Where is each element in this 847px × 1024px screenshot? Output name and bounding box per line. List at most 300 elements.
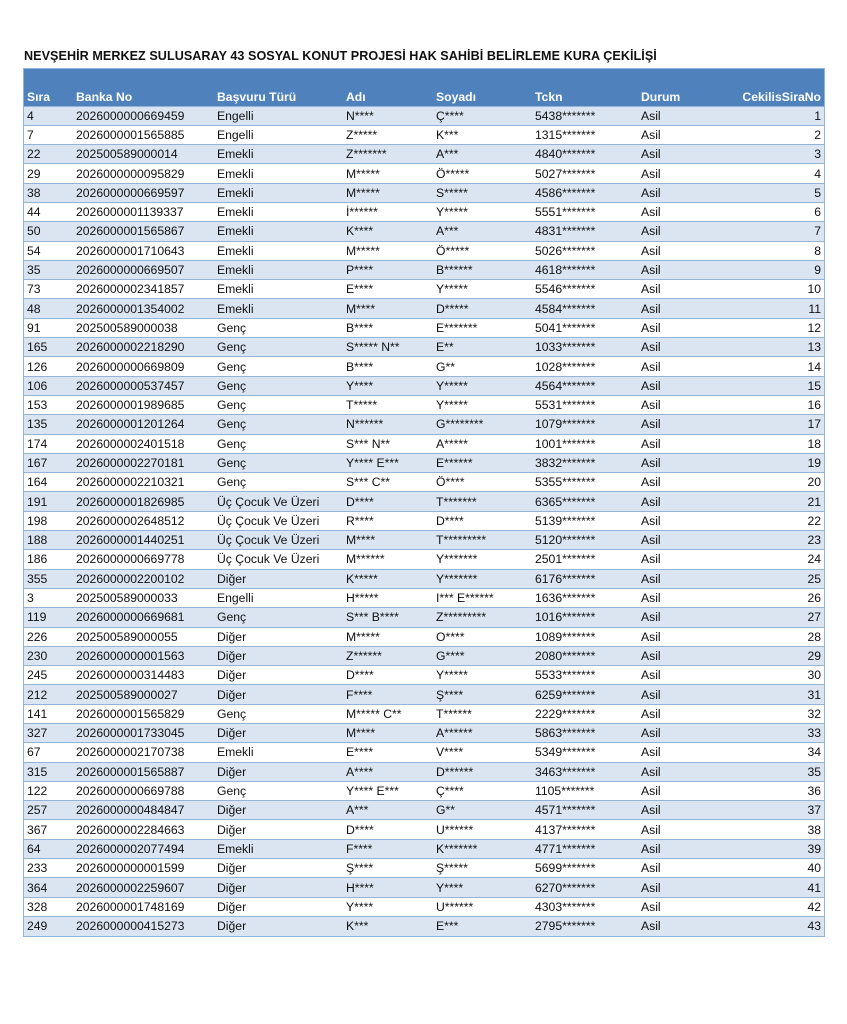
cell-banka-no: 2026000002077494 (73, 839, 214, 858)
cell-soyadi: K*** (433, 125, 532, 144)
table-row (24, 145, 824, 164)
cell-tckn: 1089******* (532, 627, 638, 646)
cell-sira: 106 (24, 376, 73, 395)
cell-basvuru-turu: Genç (214, 608, 343, 627)
cell-tckn: 5139******* (532, 511, 638, 530)
cell-sira: 364 (24, 878, 73, 897)
cell-sira: 7 (24, 125, 73, 144)
cell-durum: Asil (638, 839, 710, 858)
cell-soyadi: Y***** (433, 666, 532, 685)
cell-tckn: 1001******* (532, 434, 638, 453)
cell-durum: Asil (638, 376, 710, 395)
table-row (24, 125, 824, 144)
cell-banka-no: 2026000002341857 (73, 280, 214, 299)
cell-basvuru-turu: Diğer (214, 762, 343, 781)
cell-soyadi: Z********* (433, 608, 532, 627)
cell-soyadi: D***** (433, 299, 532, 318)
cell-soyadi: K******* (433, 839, 532, 858)
cell-banka-no: 2026000000669809 (73, 357, 214, 376)
cell-durum: Asil (638, 473, 710, 492)
cell-sira: 48 (24, 299, 73, 318)
cell-durum: Asil (638, 511, 710, 530)
table-row (24, 280, 824, 299)
cell-durum: Asil (638, 685, 710, 704)
cell-cekilis-sira-no: 42 (710, 897, 824, 916)
cell-basvuru-turu: Diğer (214, 666, 343, 685)
cell-durum: Asil (638, 704, 710, 723)
cell-tckn: 5355******* (532, 473, 638, 492)
cell-sira: 3 (24, 588, 73, 607)
cell-adi: Ş**** (343, 859, 433, 878)
cell-adi: M**** (343, 299, 433, 318)
cell-durum: Asil (638, 492, 710, 511)
cell-basvuru-turu: Emekli (214, 299, 343, 318)
cell-basvuru-turu: Emekli (214, 839, 343, 858)
table-row (24, 434, 824, 453)
cell-basvuru-turu: Emekli (214, 164, 343, 183)
cell-tckn: 4831******* (532, 222, 638, 241)
cell-adi: Y**** (343, 376, 433, 395)
cell-sira: 367 (24, 820, 73, 839)
cell-banka-no: 202500589000033 (73, 588, 214, 607)
cell-banka-no: 2026000002401518 (73, 434, 214, 453)
cell-durum: Asil (638, 318, 710, 337)
cell-basvuru-turu: Emekli (214, 145, 343, 164)
cell-soyadi: E****** (433, 453, 532, 472)
table-row (24, 511, 824, 530)
cell-basvuru-turu: Genç (214, 357, 343, 376)
cell-basvuru-turu: Diğer (214, 801, 343, 820)
cell-banka-no: 2026000000669778 (73, 550, 214, 569)
cell-tckn: 1079******* (532, 415, 638, 434)
cell-durum: Asil (638, 897, 710, 916)
cell-tckn: 3463******* (532, 762, 638, 781)
cell-durum: Asil (638, 646, 710, 665)
cell-basvuru-turu: Genç (214, 453, 343, 472)
cell-adi: K***** (343, 569, 433, 588)
cell-soyadi: S***** (433, 183, 532, 202)
cell-durum: Asil (638, 743, 710, 762)
cell-sira: 355 (24, 569, 73, 588)
cell-soyadi: U****** (433, 897, 532, 916)
cell-durum: Asil (638, 666, 710, 685)
cell-sira: 35 (24, 260, 73, 279)
cell-soyadi: Y******* (433, 569, 532, 588)
cell-soyadi: Ö***** (433, 241, 532, 260)
cell-durum: Asil (638, 608, 710, 627)
cell-durum: Asil (638, 453, 710, 472)
cell-sira: 67 (24, 743, 73, 762)
header-soyadi: Soyadı (436, 89, 476, 104)
cell-basvuru-turu: Emekli (214, 260, 343, 279)
cell-durum: Asil (638, 357, 710, 376)
table-header (24, 69, 824, 106)
cell-tckn: 5438******* (532, 106, 638, 125)
cell-cekilis-sira-no: 13 (710, 338, 824, 357)
cell-durum: Asil (638, 280, 710, 299)
cell-basvuru-turu: Emekli (214, 222, 343, 241)
cell-sira: 249 (24, 916, 73, 935)
cell-sira: 174 (24, 434, 73, 453)
cell-banka-no: 202500589000014 (73, 145, 214, 164)
cell-basvuru-turu: Diğer (214, 897, 343, 916)
cell-durum: Asil (638, 164, 710, 183)
results-table (24, 69, 824, 936)
cell-sira: 186 (24, 550, 73, 569)
cell-adi: A*** (343, 801, 433, 820)
cell-basvuru-turu: Engelli (214, 106, 343, 125)
table-row (24, 376, 824, 395)
cell-soyadi: I*** E****** (433, 588, 532, 607)
cell-durum: Asil (638, 434, 710, 453)
cell-soyadi: G******** (433, 415, 532, 434)
cell-banka-no: 2026000002270181 (73, 453, 214, 472)
cell-basvuru-turu: Emekli (214, 743, 343, 762)
cell-durum: Asil (638, 820, 710, 839)
cell-cekilis-sira-no: 4 (710, 164, 824, 183)
cell-adi: S*** N** (343, 434, 433, 453)
cell-tckn: 5026******* (532, 241, 638, 260)
cell-soyadi: Ç**** (433, 106, 532, 125)
cell-cekilis-sira-no: 16 (710, 395, 824, 414)
header-adi: Adı (346, 89, 366, 104)
cell-tckn: 4303******* (532, 897, 638, 916)
cell-sira: 233 (24, 859, 73, 878)
cell-sira: 153 (24, 395, 73, 414)
cell-tckn: 4137******* (532, 820, 638, 839)
cell-adi: M***** C** (343, 704, 433, 723)
cell-durum: Asil (638, 106, 710, 125)
cell-sira: 44 (24, 202, 73, 221)
cell-sira: 188 (24, 531, 73, 550)
cell-sira: 22 (24, 145, 73, 164)
cell-durum: Asil (638, 550, 710, 569)
cell-tckn: 1033******* (532, 338, 638, 357)
cell-banka-no: 2026000002210321 (73, 473, 214, 492)
cell-adi: Y**** E*** (343, 453, 433, 472)
cell-banka-no: 2026000002284663 (73, 820, 214, 839)
cell-tckn: 5546******* (532, 280, 638, 299)
cell-basvuru-turu: Diğer (214, 569, 343, 588)
table-row (24, 531, 824, 550)
cell-basvuru-turu: Emekli (214, 241, 343, 260)
cell-cekilis-sira-no: 32 (710, 704, 824, 723)
cell-durum: Asil (638, 395, 710, 414)
cell-adi: Z****** (343, 646, 433, 665)
cell-cekilis-sira-no: 31 (710, 685, 824, 704)
cell-durum: Asil (638, 415, 710, 434)
cell-adi: N****** (343, 415, 433, 434)
cell-basvuru-turu: Engelli (214, 125, 343, 144)
cell-adi: A**** (343, 762, 433, 781)
cell-cekilis-sira-no: 43 (710, 916, 824, 935)
cell-adi: Y**** E*** (343, 781, 433, 800)
cell-adi: M***** (343, 627, 433, 646)
cell-tckn: 3832******* (532, 453, 638, 472)
cell-tckn: 6270******* (532, 878, 638, 897)
cell-banka-no: 2026000001565887 (73, 762, 214, 781)
table-row (24, 395, 824, 414)
cell-banka-no: 2026000000415273 (73, 916, 214, 935)
cell-banka-no: 2026000000001599 (73, 859, 214, 878)
cell-soyadi: Ö**** (433, 473, 532, 492)
cell-basvuru-turu: Diğer (214, 916, 343, 935)
header-row (24, 69, 824, 106)
cell-sira: 141 (24, 704, 73, 723)
table-row (24, 550, 824, 569)
cell-sira: 315 (24, 762, 73, 781)
cell-adi: B**** (343, 357, 433, 376)
cell-durum: Asil (638, 724, 710, 743)
cell-durum: Asil (638, 125, 710, 144)
cell-cekilis-sira-no: 12 (710, 318, 824, 337)
cell-adi: M**** (343, 724, 433, 743)
cell-durum: Asil (638, 241, 710, 260)
cell-banka-no: 2026000002218290 (73, 338, 214, 357)
cell-soyadi: V**** (433, 743, 532, 762)
cell-banka-no: 2026000002648512 (73, 511, 214, 530)
cell-soyadi: A*** (433, 222, 532, 241)
cell-cekilis-sira-no: 28 (710, 627, 824, 646)
cell-cekilis-sira-no: 34 (710, 743, 824, 762)
cell-sira: 212 (24, 685, 73, 704)
cell-adi: F**** (343, 839, 433, 858)
table-row (24, 704, 824, 723)
cell-sira: 29 (24, 164, 73, 183)
cell-tckn: 6259******* (532, 685, 638, 704)
cell-adi: Z******* (343, 145, 433, 164)
cell-soyadi: D****** (433, 762, 532, 781)
cell-banka-no: 202500589000055 (73, 627, 214, 646)
cell-cekilis-sira-no: 9 (710, 260, 824, 279)
cell-cekilis-sira-no: 36 (710, 781, 824, 800)
cell-tckn: 1315******* (532, 125, 638, 144)
table-row (24, 724, 824, 743)
table-row (24, 762, 824, 781)
cell-soyadi: O**** (433, 627, 532, 646)
cell-cekilis-sira-no: 26 (710, 588, 824, 607)
cell-tckn: 1636******* (532, 588, 638, 607)
cell-basvuru-turu: Genç (214, 781, 343, 800)
cell-cekilis-sira-no: 23 (710, 531, 824, 550)
cell-basvuru-turu: Diğer (214, 646, 343, 665)
cell-tckn: 5349******* (532, 743, 638, 762)
cell-sira: 198 (24, 511, 73, 530)
cell-tckn: 1028******* (532, 357, 638, 376)
cell-tckn: 4586******* (532, 183, 638, 202)
cell-adi: R**** (343, 511, 433, 530)
cell-sira: 54 (24, 241, 73, 260)
cell-cekilis-sira-no: 37 (710, 801, 824, 820)
cell-soyadi: A*** (433, 145, 532, 164)
cell-sira: 91 (24, 318, 73, 337)
cell-adi: H***** (343, 588, 433, 607)
cell-adi: K**** (343, 222, 433, 241)
cell-banka-no: 2026000001565867 (73, 222, 214, 241)
cell-banka-no: 2026000000669507 (73, 260, 214, 279)
cell-banka-no: 2026000001440251 (73, 531, 214, 550)
cell-adi: D**** (343, 492, 433, 511)
cell-soyadi: D**** (433, 511, 532, 530)
cell-basvuru-turu: Diğer (214, 724, 343, 743)
cell-tckn: 4618******* (532, 260, 638, 279)
cell-cekilis-sira-no: 27 (710, 608, 824, 627)
cell-tckn: 2795******* (532, 916, 638, 935)
cell-cekilis-sira-no: 29 (710, 646, 824, 665)
cell-tckn: 6365******* (532, 492, 638, 511)
table-row (24, 492, 824, 511)
table-body (24, 106, 824, 936)
cell-adi: T***** (343, 395, 433, 414)
cell-soyadi: E*** (433, 916, 532, 935)
lottery-results-table (23, 68, 825, 937)
table-row (24, 338, 824, 357)
cell-cekilis-sira-no: 35 (710, 762, 824, 781)
cell-sira: 122 (24, 781, 73, 800)
cell-durum: Asil (638, 627, 710, 646)
cell-banka-no: 2026000000669788 (73, 781, 214, 800)
cell-cekilis-sira-no: 18 (710, 434, 824, 453)
cell-sira: 119 (24, 608, 73, 627)
cell-soyadi: E******* (433, 318, 532, 337)
cell-adi: D**** (343, 666, 433, 685)
cell-cekilis-sira-no: 24 (710, 550, 824, 569)
cell-sira: 327 (24, 724, 73, 743)
cell-tckn: 4571******* (532, 801, 638, 820)
cell-cekilis-sira-no: 3 (710, 145, 824, 164)
cell-cekilis-sira-no: 15 (710, 376, 824, 395)
cell-adi: K*** (343, 916, 433, 935)
cell-tckn: 4564******* (532, 376, 638, 395)
cell-basvuru-turu: Emekli (214, 202, 343, 221)
cell-soyadi: Y***** (433, 376, 532, 395)
cell-banka-no: 2026000001748169 (73, 897, 214, 916)
cell-soyadi: T****** (433, 704, 532, 723)
cell-banka-no: 2026000001710643 (73, 241, 214, 260)
cell-soyadi: E** (433, 338, 532, 357)
table-row (24, 666, 824, 685)
cell-banka-no: 2026000000669681 (73, 608, 214, 627)
cell-sira: 64 (24, 839, 73, 858)
table-row (24, 588, 824, 607)
cell-soyadi: Ş***** (433, 859, 532, 878)
table-row (24, 743, 824, 762)
cell-soyadi: B****** (433, 260, 532, 279)
cell-soyadi: Y**** (433, 878, 532, 897)
cell-tckn: 5531******* (532, 395, 638, 414)
cell-soyadi: Y***** (433, 395, 532, 414)
cell-cekilis-sira-no: 6 (710, 202, 824, 221)
cell-cekilis-sira-no: 33 (710, 724, 824, 743)
table-row (24, 473, 824, 492)
table-row (24, 627, 824, 646)
cell-durum: Asil (638, 916, 710, 935)
table-row (24, 106, 824, 125)
cell-cekilis-sira-no: 22 (710, 511, 824, 530)
table-row (24, 839, 824, 858)
cell-cekilis-sira-no: 41 (710, 878, 824, 897)
header-sira: Sıra (27, 89, 51, 104)
header-basvuru-turu: Başvuru Türü (217, 89, 297, 104)
cell-basvuru-turu: Emekli (214, 183, 343, 202)
cell-soyadi: T********* (433, 531, 532, 550)
cell-adi: M***** (343, 164, 433, 183)
cell-durum: Asil (638, 588, 710, 607)
cell-banka-no: 2026000001201264 (73, 415, 214, 434)
header-tckn: Tckn (535, 89, 563, 104)
cell-cekilis-sira-no: 10 (710, 280, 824, 299)
header-cekilis-sira-no: CekilisSiraNo (742, 89, 821, 104)
cell-basvuru-turu: Genç (214, 318, 343, 337)
cell-basvuru-turu: Diğer (214, 859, 343, 878)
cell-tckn: 5041******* (532, 318, 638, 337)
cell-adi: F**** (343, 685, 433, 704)
cell-soyadi: T******* (433, 492, 532, 511)
cell-basvuru-turu: Diğer (214, 627, 343, 646)
cell-basvuru-turu: Engelli (214, 588, 343, 607)
cell-banka-no: 2026000001565829 (73, 704, 214, 723)
cell-banka-no: 2026000001733045 (73, 724, 214, 743)
cell-soyadi: Ş**** (433, 685, 532, 704)
cell-cekilis-sira-no: 17 (710, 415, 824, 434)
table-row (24, 878, 824, 897)
cell-banka-no: 2026000001565885 (73, 125, 214, 144)
cell-cekilis-sira-no: 2 (710, 125, 824, 144)
cell-soyadi: Y***** (433, 202, 532, 221)
cell-soyadi: A***** (433, 434, 532, 453)
table-row (24, 859, 824, 878)
cell-adi: M***** (343, 183, 433, 202)
cell-cekilis-sira-no: 5 (710, 183, 824, 202)
cell-sira: 245 (24, 666, 73, 685)
cell-adi: N**** (343, 106, 433, 125)
table-row (24, 569, 824, 588)
cell-tckn: 1105******* (532, 781, 638, 800)
cell-basvuru-turu: Üç Çocuk Ve Üzeri (214, 550, 343, 569)
header-banka-no: Banka No (76, 89, 133, 104)
cell-durum: Asil (638, 183, 710, 202)
cell-tckn: 6176******* (532, 569, 638, 588)
cell-adi: B**** (343, 318, 433, 337)
cell-sira: 126 (24, 357, 73, 376)
cell-adi: M****** (343, 550, 433, 569)
cell-banka-no: 2026000000669459 (73, 106, 214, 125)
cell-banka-no: 2026000000001563 (73, 646, 214, 665)
cell-adi: D**** (343, 820, 433, 839)
cell-adi: M**** (343, 531, 433, 550)
cell-cekilis-sira-no: 39 (710, 839, 824, 858)
cell-sira: 230 (24, 646, 73, 665)
cell-adi: E**** (343, 743, 433, 762)
table-row (24, 241, 824, 260)
cell-durum: Asil (638, 878, 710, 897)
cell-basvuru-turu: Genç (214, 395, 343, 414)
table-row (24, 415, 824, 434)
cell-durum: Asil (638, 781, 710, 800)
cell-adi: M***** (343, 241, 433, 260)
cell-soyadi: G** (433, 357, 532, 376)
cell-durum: Asil (638, 145, 710, 164)
table-row (24, 299, 824, 318)
cell-adi: E**** (343, 280, 433, 299)
cell-banka-no: 2026000001354002 (73, 299, 214, 318)
cell-cekilis-sira-no: 20 (710, 473, 824, 492)
cell-durum: Asil (638, 762, 710, 781)
cell-adi: S*** C** (343, 473, 433, 492)
table-row (24, 222, 824, 241)
cell-banka-no: 2026000000095829 (73, 164, 214, 183)
cell-sira: 328 (24, 897, 73, 916)
